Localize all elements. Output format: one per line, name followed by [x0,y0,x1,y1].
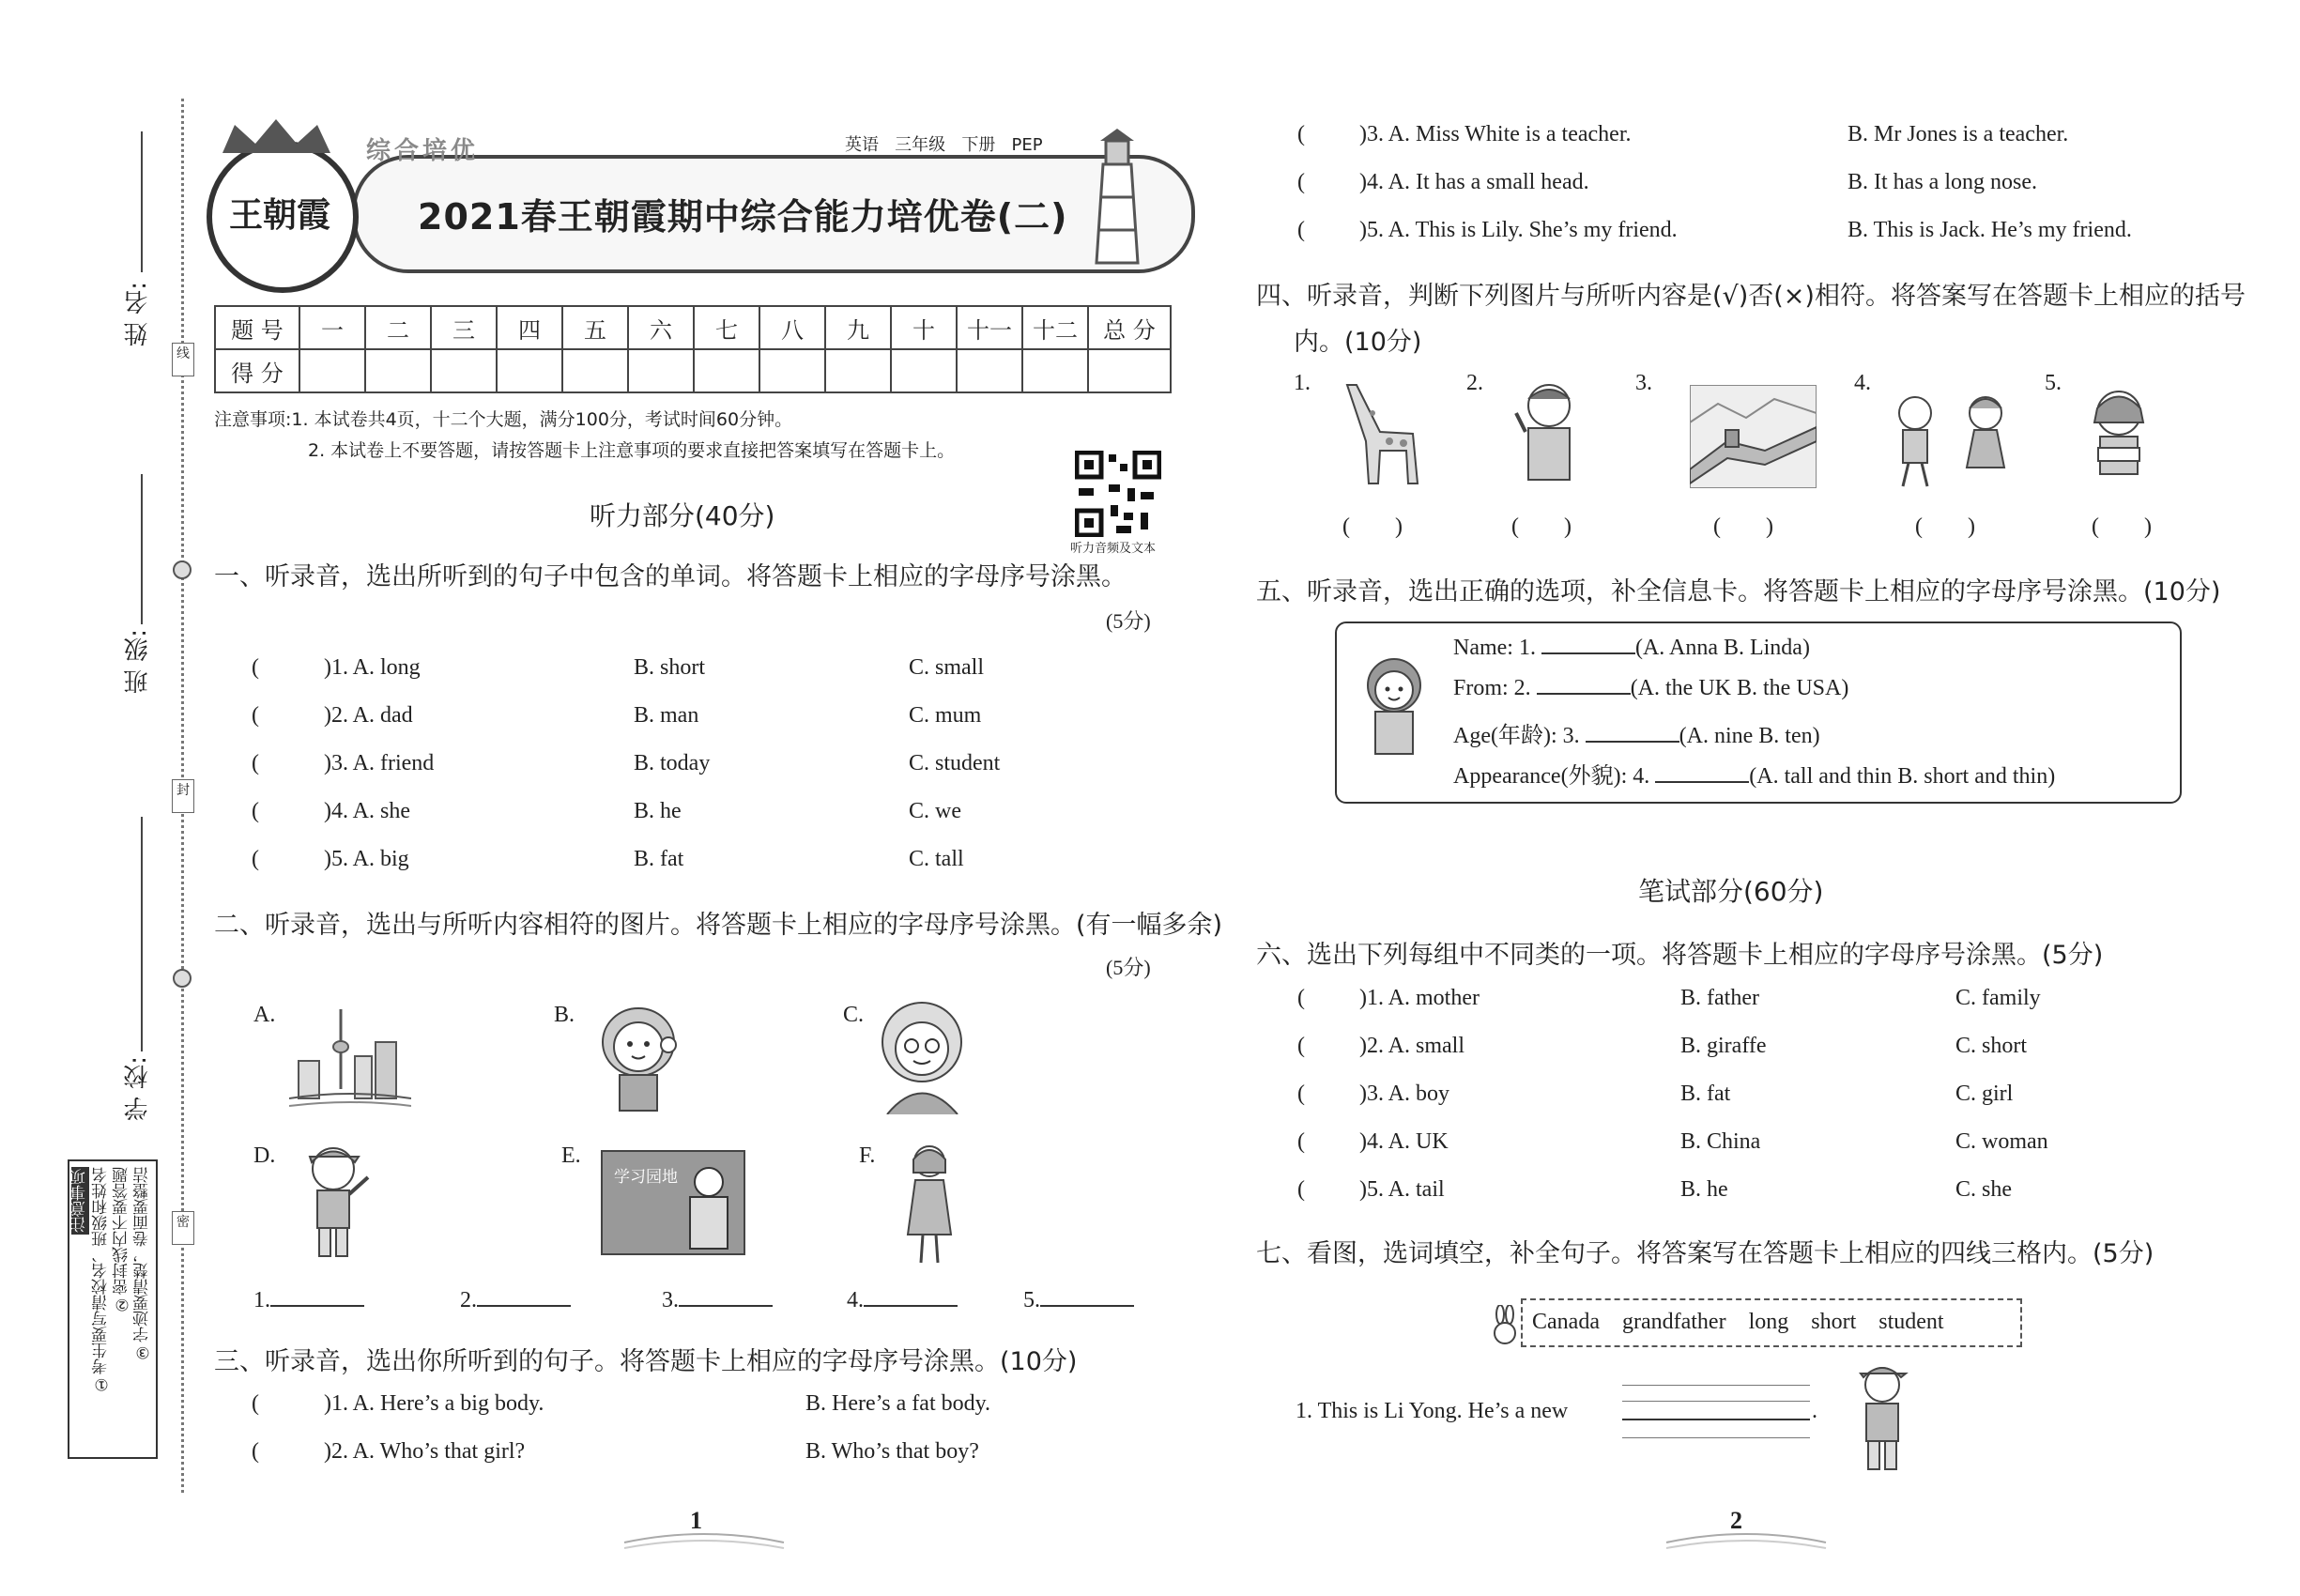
score-col: 总 分 [1088,306,1171,349]
q3-paren[interactable]: ( [1297,122,1305,146]
q6-paren[interactable]: ( [1297,1034,1305,1058]
two-children-picture[interactable] [1882,385,2028,488]
card-name-label: Name: 1. [1453,636,1536,660]
q6-4-a: )4. A. UK [1359,1129,1449,1154]
q6-2-b: B. giraffe [1680,1034,1767,1058]
q6-5-a: )5. A. tail [1359,1177,1445,1202]
q5-title: 五、听录音，选出正确的选项，补全信息卡。将答题卡上相应的字母序号涂黑。(10分) [1256,577,2221,606]
card-name-row [1453,636,1810,661]
grade: 三年级 [895,135,946,155]
q1-5-b: B. fat [634,847,684,871]
q1-paren[interactable]: ( [252,847,259,871]
q1-paren[interactable]: ( [252,751,259,775]
writing-title: 笔试部分(60分) [1638,876,1824,907]
q3-5-b: B. This is Jack. He’s my friend. [1848,218,2132,242]
student-boy-picture [1849,1357,1915,1474]
card-name-blank[interactable] [1541,652,1635,654]
score-col: 一 [299,306,365,349]
binding-notes-box [68,1159,158,1459]
q2-answer-number: 2. [460,1288,477,1312]
q3-3-b: B. Mr Jones is a teacher. [1848,122,2069,146]
score-row-label: 得 分 [215,349,299,392]
teacher-at-board-picture[interactable] [601,1150,745,1255]
q1-paren[interactable]: ( [252,655,259,680]
page-number-2: 2 [1730,1507,1742,1534]
girl-portrait-picture [1357,648,1432,760]
score-col: 八 [759,306,825,349]
q6-4-b: B. China [1680,1129,1761,1154]
q1-paren[interactable]: ( [252,799,259,823]
q4-paren-2[interactable]: ( ) [1511,514,1572,539]
q1-title: 一、听录音，选出所听到的句子中包含的单词。将答题卡上相应的字母序号涂黑。 [214,562,1127,591]
school-label: 学 校: [124,1056,152,1122]
q6-2-c: C. short [1955,1034,2028,1058]
score-cell[interactable] [694,349,759,392]
q2-answer-3 [662,1288,773,1313]
q1-paren[interactable]: ( [252,703,259,728]
q2-answer-2 [460,1288,571,1313]
q6-title: 六、选出下列每组中不同类的一项。将答题卡上相应的字母序号涂黑。(5分) [1256,941,2104,970]
score-cell[interactable] [825,349,891,392]
header-meta [845,131,1043,156]
class-line [141,474,143,624]
score-col: 七 [694,306,759,349]
q1-3-c: C. student [909,751,1001,775]
crown-icon [218,117,335,155]
binding-ring-icon [171,559,193,581]
man-pointing-picture[interactable] [1511,376,1587,483]
q2-pic-f-label: F. [859,1143,876,1168]
q6-3-b: B. fat [1680,1082,1731,1106]
exam-title: 2021春王朝霞期中综合能力培优卷(二) [418,196,1068,238]
page-footer-swirl [620,1526,789,1554]
class-label: 班 级: [124,629,152,695]
card-from-options: (A. the UK B. the USA) [1630,676,1849,700]
brand-logo: 王朝霞 [228,196,330,235]
q2-answer-number: 1. [253,1288,270,1312]
q2-pic-e-label: E. [561,1143,581,1168]
q1-1-b: B. short [634,655,706,680]
card-appearance-label: Appearance(外貌): 4. [1453,764,1650,789]
q1-3-b: B. today [634,751,711,775]
q6-paren[interactable]: ( [1297,1082,1305,1106]
edition: PEP [1011,135,1043,155]
q2-answer-number: 3. [662,1288,679,1312]
q6-3-c: C. girl [1955,1082,2014,1106]
q1-5-c: C. tall [909,847,964,871]
q3-2-b: B. Who’s that boy? [805,1439,979,1464]
q2-pic-d-label: D. [253,1143,276,1168]
giraffe-picture[interactable] [1324,376,1427,488]
q1-4-b: B. he [634,799,682,823]
rabbit-icon [1491,1305,1519,1346]
score-table [214,305,1172,393]
subject: 英语 [845,135,879,155]
q3-1-a: )1. A. Here’s a big body. [324,1391,544,1416]
binding-note-1: ①考生要写清校名、班级和姓名 [92,1167,111,1393]
seal-closed: 密 [172,1211,194,1245]
card-appearance-options: (A. tall and thin B. short and thin) [1749,764,2056,789]
q3-paren[interactable]: ( [1297,218,1305,242]
q3-3-a: )3. A. Miss White is a teacher. [1359,122,1632,146]
score-col: 十二 [1022,306,1088,349]
seal-line: 线 [172,343,194,376]
q1-1-a: )1. A. long [324,655,421,680]
grid-line [1622,1437,1810,1438]
q1-5-a: )5. A. big [324,847,409,871]
score-cell[interactable] [431,349,497,392]
q2-pic-b-label: B. [554,1003,575,1027]
score-col: 四 [497,306,562,349]
school-line [141,817,143,1051]
lighthouse-icon [1080,127,1155,268]
q6-1-b: B. father [1680,986,1759,1010]
great-wall-picture[interactable] [1690,385,1817,488]
woman-picture[interactable] [897,1141,962,1267]
q2-answer-blank[interactable] [1040,1305,1134,1307]
q7-sentence-end: . [1812,1399,1817,1423]
q4-num-4: 4. [1854,371,1871,395]
term: 下册 [961,135,996,155]
q2-answer-number: 4. [847,1288,864,1312]
girl-reading-picture[interactable] [2079,380,2159,483]
q4-paren-4[interactable]: ( ) [1915,514,1975,539]
q1-2-b: B. man [634,703,699,728]
score-col: 六 [628,306,694,349]
q2-score: (5分) [1106,956,1151,979]
q6-1-c: C. family [1955,986,2041,1010]
q2-answer-blank[interactable] [679,1305,773,1307]
qr-code-icon[interactable] [1075,451,1161,537]
score-col: 十一 [957,306,1022,349]
q3-paren[interactable]: ( [252,1391,259,1416]
name-line [141,131,143,272]
card-appearance-row [1453,757,2055,790]
q1-4-c: C. we [909,799,961,823]
q4-num-5: 5. [2045,371,2062,395]
grid-line [1622,1419,1810,1420]
q3-4-b: B. It has a long nose. [1848,170,2037,194]
word-canada: Canada [1532,1310,1600,1334]
score-cell[interactable] [891,349,957,392]
q2-answer-5 [1023,1288,1134,1313]
word-bank [1521,1298,2022,1347]
q3-2-a: )2. A. Who’s that girl? [324,1439,526,1464]
q1-2-a: )2. A. dad [324,703,413,728]
q6-paren[interactable]: ( [1297,986,1305,1010]
card-age-row [1453,716,1820,749]
word-long: long [1748,1310,1789,1334]
q2-answer-blank[interactable] [270,1305,364,1307]
score-col: 十 [891,306,957,349]
q3-paren[interactable]: ( [252,1439,259,1464]
qr-caption: 听力音频及文本 [1070,542,1157,556]
card-age-blank[interactable] [1586,741,1679,743]
q2-answer-number: 5. [1023,1288,1040,1312]
score-row-label: 题 号 [215,306,299,349]
binding-ring-icon [171,967,193,990]
q6-paren[interactable]: ( [1297,1177,1305,1202]
brand-badge [207,141,359,293]
q7-four-line-grid[interactable] [1622,1385,1810,1443]
card-name-options: (A. Anna B. Linda) [1634,636,1810,660]
q1-1-c: C. small [909,655,985,680]
score-col: 九 [825,306,891,349]
q6-paren[interactable]: ( [1297,1129,1305,1154]
board-text: 学习园地 [614,1168,678,1187]
q4-title-2: 内。(10分) [1294,328,1422,357]
q6-1-a: )1. A. mother [1359,986,1480,1010]
score-cell[interactable] [628,349,694,392]
card-from-row [1453,676,1848,701]
q2-answer-1 [253,1288,364,1313]
q1-score: (5分) [1106,609,1151,633]
score-cell[interactable] [957,349,1022,392]
q6-3-a: )3. A. boy [1359,1082,1449,1106]
girl-touching-ear-picture[interactable] [591,1000,695,1113]
card-from-label: From: 2. [1453,676,1531,700]
card-age-label: Age(年龄): 3. [1453,724,1580,748]
city-skyline-picture[interactable] [289,1005,411,1113]
q2-pic-a-label: A. [253,1003,276,1027]
q3-4-a: )4. A. It has a small head. [1359,170,1589,194]
seal-seal: 封 [172,779,194,813]
score-col: 二 [365,306,431,349]
notes-line-1: 注意事项:1. 本试卷共4页，十二个大题，满分100分，考试时间60分钟。 [214,409,793,430]
brand-tag: 综合培优 [366,137,480,165]
q2-pic-c-label: C. [843,1003,865,1027]
score-cell[interactable] [562,349,628,392]
q2-answer-4 [847,1288,958,1313]
q4-paren-1[interactable]: ( ) [1342,514,1403,539]
q4-num-1: 1. [1294,371,1311,395]
q6-4-c: C. woman [1955,1129,2048,1154]
score-cell[interactable] [1022,349,1088,392]
grandmother-picture[interactable] [868,997,976,1114]
q3-title: 三、听录音，选出你所听到的句子。将答题卡上相应的字母序号涂黑。(10分) [214,1347,1078,1376]
card-from-blank[interactable] [1537,693,1631,695]
q3-1-b: B. Here’s a fat body. [805,1391,991,1416]
grid-line [1622,1385,1810,1386]
score-cell[interactable] [497,349,562,392]
binding-note-3: ③字迹要清楚，卷面要整洁 [133,1167,152,1361]
notes-line-2: 2. 本试卷上不要答题，请按答题卡上注意事项的要求直接把答案填写在答题卡上。 [308,440,956,461]
q7-sentence-1: 1. This is Li Yong. He’s a new [1296,1399,1569,1423]
q4-title-1: 四、听录音，判断下列图片与所听内容是(√)否(×)相符。将答案写在答题卡上相应的括号 [1256,282,2246,311]
q7-title: 七、看图，选词填空，补全句子。将答案写在答题卡上相应的四线三格内。(5分) [1256,1239,2154,1268]
q2-answer-blank[interactable] [477,1305,571,1307]
q1-2-c: C. mum [909,703,982,728]
card-appearance-blank[interactable] [1655,781,1749,783]
boy-with-backpack-picture[interactable] [291,1136,376,1263]
page-number-1: 1 [690,1507,702,1534]
word-student: student [1878,1310,1944,1334]
grid-line [1622,1401,1810,1402]
score-cell[interactable] [1088,349,1171,392]
q6-5-b: B. he [1680,1177,1728,1202]
score-cell[interactable] [759,349,825,392]
word-short: short [1811,1310,1857,1334]
q4-paren-3[interactable]: ( ) [1713,514,1773,539]
q6-2-a: )2. A. small [1359,1034,1464,1058]
card-age-options: (A. nine B. ten) [1679,724,1820,748]
q4-paren-5[interactable]: ( ) [2092,514,2152,539]
q2-answer-blank[interactable] [864,1305,958,1307]
score-col: 五 [562,306,628,349]
page-footer-swirl [1662,1526,1831,1554]
score-cell[interactable] [299,349,365,392]
name-label: 姓 名: [124,282,152,347]
listening-title: 听力部分(40分) [590,500,775,531]
q1-3-a: )3. A. friend [324,751,435,775]
q2-title: 二、听录音，选出与所听内容相符的图片。将答题卡上相应的字母序号涂黑。(有一幅多余) [214,911,1223,940]
q4-num-3: 3. [1635,371,1652,395]
binding-notes-title: 注意事项 [70,1169,89,1233]
q3-paren[interactable]: ( [1297,170,1305,194]
q1-4-a: )4. A. she [324,799,410,823]
q6-5-c: C. she [1955,1177,2012,1202]
word-grandfather: grandfather [1621,1310,1726,1334]
binding-note-2: ②密封线内不要答题 [113,1167,131,1313]
teacher-figure-icon [676,1161,742,1251]
q3-5-a: )5. A. This is Lily. She’s my friend. [1359,218,1678,242]
q4-num-2: 2. [1466,371,1483,395]
score-col: 三 [431,306,497,349]
word-bank-words [1532,1310,1944,1335]
score-cell[interactable] [365,349,431,392]
